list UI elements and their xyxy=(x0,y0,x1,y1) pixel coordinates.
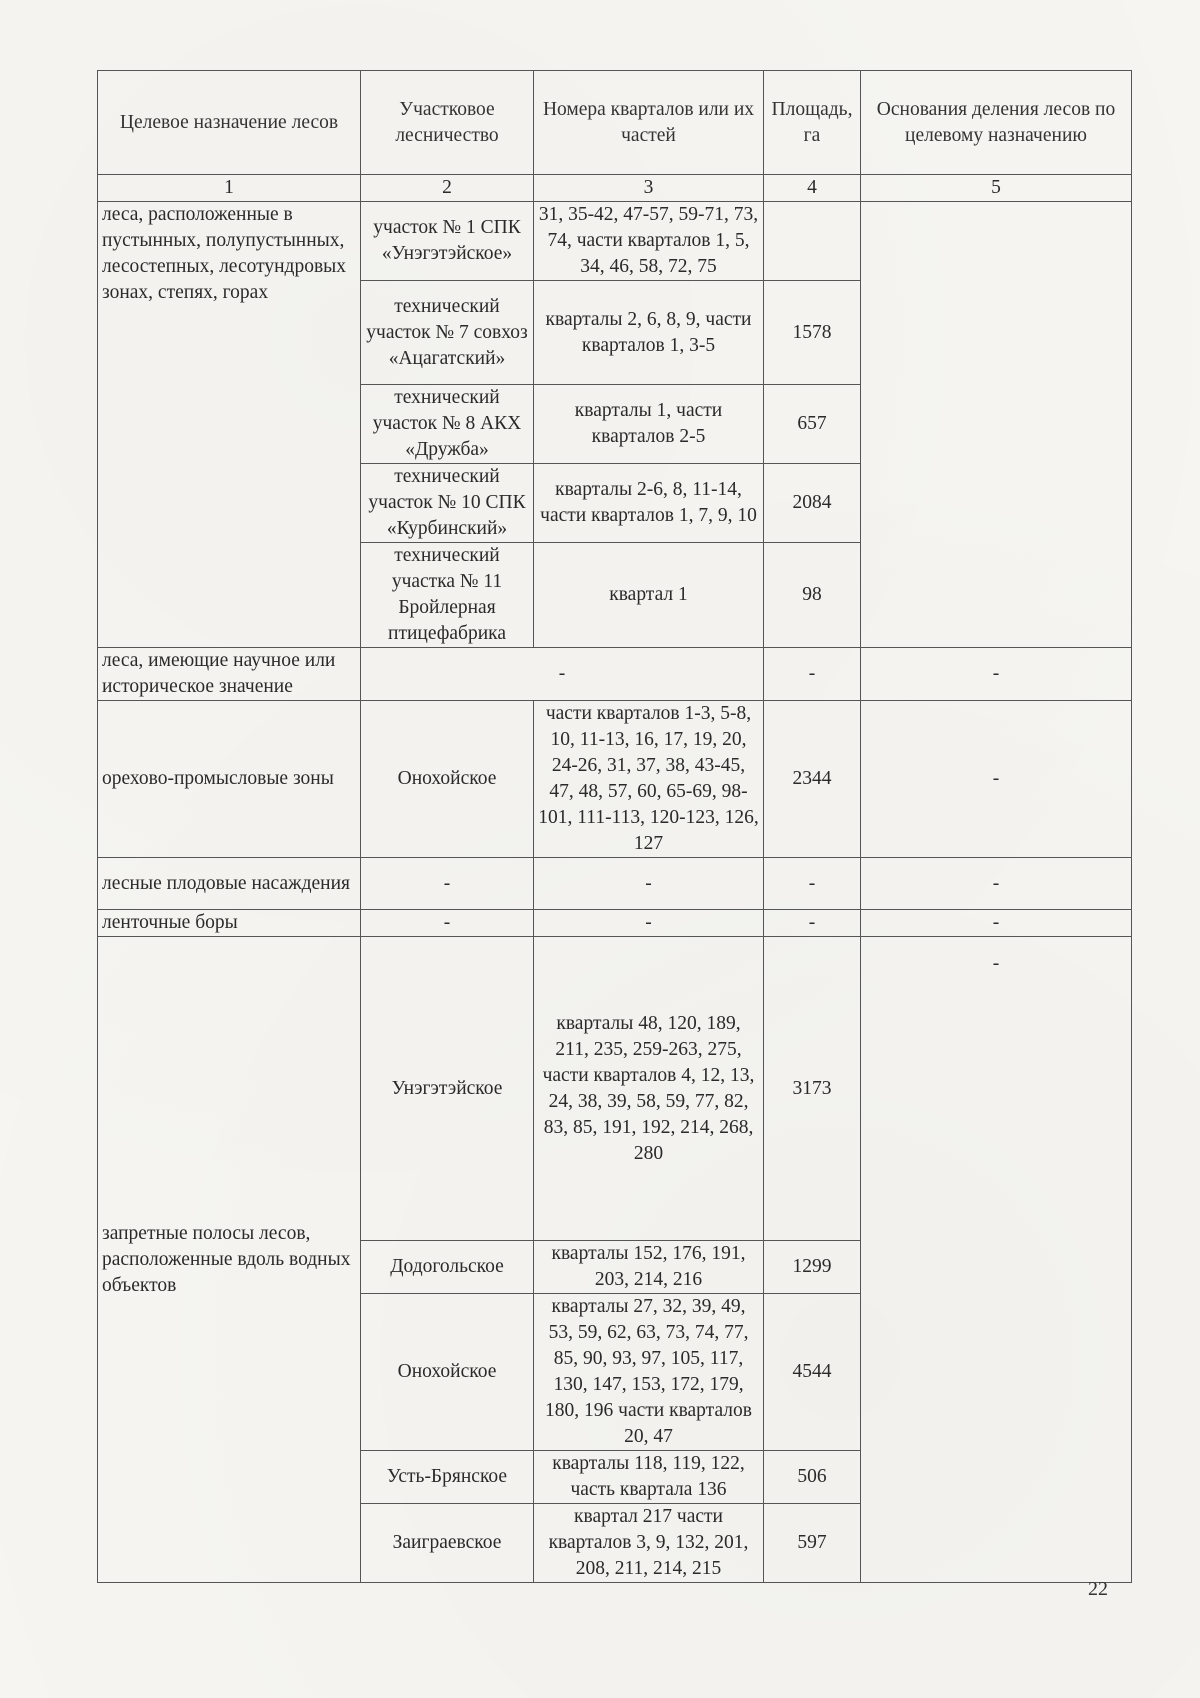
forestry-cell: технический участок № 8 АКХ «Дружба» xyxy=(361,385,534,464)
column-number: 1 xyxy=(98,175,361,202)
basis-cell: - xyxy=(861,858,1132,910)
quarters-cell: кварталы 1, части кварталов 2-5 xyxy=(534,385,764,464)
area-cell: 4544 xyxy=(764,1294,861,1451)
quarters-cell: кварталы 48, 120, 189, 211, 235, 259-263, 275, части кварталов 4, 12, 13, 24, 38, 39, 58, 59, 77, 82, 83, 85, 191, 192, 214, 268, 280 xyxy=(534,937,764,1241)
area-cell: 2084 xyxy=(764,464,861,543)
area-cell: - xyxy=(764,648,861,701)
forestry-cell: Усть-Брянское xyxy=(361,1451,534,1504)
forest-purpose-table xyxy=(97,70,1132,1583)
column-number: 3 xyxy=(534,175,764,202)
area-cell: 3173 xyxy=(764,937,861,1241)
table-row xyxy=(98,858,1132,910)
area-cell: 1299 xyxy=(764,1241,861,1294)
header-forestry: Участковое лесничество xyxy=(361,71,534,175)
purpose-cell: запретные полосы лесов, расположенные вдоль водных объектов xyxy=(98,937,361,1583)
forestry-cell: Заиграевское xyxy=(361,1504,534,1583)
header-area: Площадь, га xyxy=(764,71,861,175)
header-quarters: Номера кварталов или их частей xyxy=(534,71,764,175)
forestry-cell: - xyxy=(361,910,534,937)
basis-cell: - xyxy=(861,648,1132,701)
area-cell: 98 xyxy=(764,543,861,648)
quarters-cell: квартал 217 части кварталов 3, 9, 132, 201, 208, 211, 214, 215 xyxy=(534,1504,764,1583)
forestry-cell: технический участка № 11 Бройлерная птицефабрика xyxy=(361,543,534,648)
column-number: 4 xyxy=(764,175,861,202)
area-cell: - xyxy=(764,910,861,937)
table-row xyxy=(98,937,1132,1241)
quarters-cell: кварталы 27, 32, 39, 49, 53, 59, 62, 63, 73, 74, 77, 85, 90, 93, 97, 105, 117, 130, 147, 153, 172, 179, 180, 196 части кварталов 20, 47 xyxy=(534,1294,764,1451)
forestry-cell: Онохойское xyxy=(361,1294,534,1451)
purpose-cell: лесные плодовые насаждения xyxy=(98,858,361,910)
purpose-cell: леса, имеющие научное или историческое значение xyxy=(98,648,361,701)
area-cell xyxy=(764,202,861,281)
area-cell: 506 xyxy=(764,1451,861,1504)
forestry-cell: технический участок № 7 совхоз «Ацагатский» xyxy=(361,281,534,385)
table-row xyxy=(98,648,1132,701)
quarters-cell: кварталы 152, 176, 191, 203, 214, 216 xyxy=(534,1241,764,1294)
quarters-cell: кварталы 118, 119, 122, часть квартала 136 xyxy=(534,1451,764,1504)
column-number: 2 xyxy=(361,175,534,202)
area-cell: - xyxy=(764,858,861,910)
header-purpose: Целевое назначение лесов xyxy=(98,71,361,175)
forestry-cell: Додогольское xyxy=(361,1241,534,1294)
table-row xyxy=(98,202,1132,281)
forestry-quarters-cell: - xyxy=(361,648,764,701)
header-row xyxy=(98,71,1132,175)
quarters-cell: - xyxy=(534,858,764,910)
quarters-cell: кварталы 2, 6, 8, 9, части кварталов 1, 3-5 xyxy=(534,281,764,385)
forestry-cell: - xyxy=(361,858,534,910)
area-cell: 1578 xyxy=(764,281,861,385)
quarters-cell: квартал 1 xyxy=(534,543,764,648)
forestry-cell: технический участок № 10 СПК «Курбинский» xyxy=(361,464,534,543)
quarters-cell: части кварталов 1-3, 5-8, 10, 11-13, 16, 17, 19, 20, 24-26, 31, 37, 38, 43-45, 47, 48, 57, 60, 65-69, 98-101, 111-113, 120-123, 126, 127 xyxy=(534,701,764,858)
forestry-cell: участок № 1 СПК «Унэгэтэйское» xyxy=(361,202,534,281)
page-number: 22 xyxy=(1088,1578,1108,1600)
basis-cell: - xyxy=(861,701,1132,858)
area-cell: 657 xyxy=(764,385,861,464)
basis-cell: - xyxy=(861,937,1132,1583)
purpose-cell: ленточные боры xyxy=(98,910,361,937)
quarters-cell: - xyxy=(534,910,764,937)
basis-cell xyxy=(861,202,1132,648)
column-numbers-row xyxy=(98,175,1132,202)
table-row xyxy=(98,910,1132,937)
basis-cell: - xyxy=(861,910,1132,937)
forestry-cell: Онохойское xyxy=(361,701,534,858)
quarters-cell: 31, 35-42, 47-57, 59-71, 73, 74, части кварталов 1, 5, 34, 46, 58, 72, 75 xyxy=(534,202,764,281)
area-cell: 597 xyxy=(764,1504,861,1583)
column-number: 5 xyxy=(861,175,1132,202)
header-basis: Основания деления лесов по целевому назначению xyxy=(861,71,1132,175)
purpose-cell: леса, расположенные в пустынных, полупустынных, лесостепных, лесотундровых зонах, степях, горах xyxy=(98,202,361,648)
forestry-cell: Унэгэтэйское xyxy=(361,937,534,1241)
area-cell: 2344 xyxy=(764,701,861,858)
quarters-cell: кварталы 2-6, 8, 11-14, части кварталов 1, 7, 9, 10 xyxy=(534,464,764,543)
purpose-cell: орехово-промысловые зоны xyxy=(98,701,361,858)
table-row xyxy=(98,701,1132,858)
